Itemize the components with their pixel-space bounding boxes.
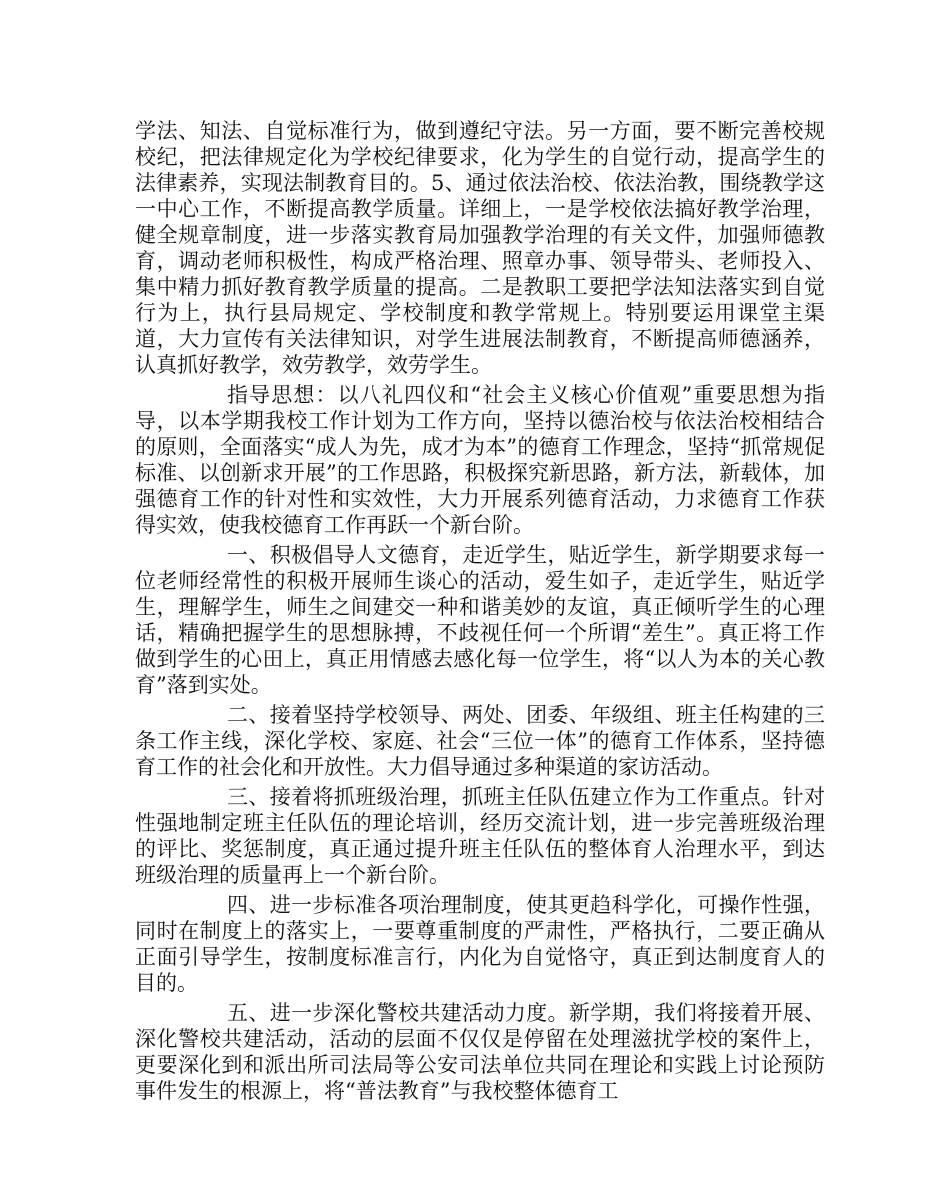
paragraph-item-1-humanistic-education: 一、积极倡导人文德育，走近学生，贴近学生，新学期要求每一位老师经常性的积极开展师生谈心的活动，爱生如子，走近学生，贴近学生，理解学生，师生之间建交一种和谐美妙的友谊，真正倾听学生的心理话，精确把握学生的思想脉搏，不歧视任何一个所谓“差生”。真正将工作做到学生的心田上，真正用情感去感化每一位学生，将“以人为本的关心教育”落到实处。 bbox=[135, 543, 825, 697]
paragraph-item-2-work-system: 二、接着坚持学校领导、两处、团委、年级组、班主任构建的三条工作主线，深化学校、家庭、社会“三位一体”的德育工作体系，坚持德育工作的社会化和开放性。大力倡导通过多种渠道的家访活动。 bbox=[135, 703, 825, 779]
paragraph-guiding-ideology: 指导思想：以八礼四仪和“社会主义核心价值观”重要思想为指导，以本学期我校工作计划为工作方向，坚持以德治校与依法治校相结合的原则，全面落实“成人为先，成才为本”的德育工作理念，坚持“抓常规促标准、以创新求开展”的工作思路，积极探究新思路，新方法，新载体，加强德育工作的针对性和实效性，大力开展系列德育活动，力求德育工作获得实效，使我校德育工作再跃一个新台阶。 bbox=[135, 383, 825, 537]
paragraph-legal-education: 学法、知法、自觉标准行为，做到遵纪守法。另一方面，要不断完善校规校纪，把法律规定化为学校纪律要求，化为学生的自觉行动，提高学生的法律素养，实现法制教育目的。5、通过依法治校、依法治教，围绕教学这一中心工作，不断提高教学质量。详细上，一是学校依法搞好教学治理，健全规章制度，进一步落实教育局加强教学治理的有关文件，加强师德教育，调动老师积极性，构成严格治理、照章办事、领导带头、老师投入、集中精力抓好教育教学质量的提高。二是教职工要把学法知法落实到自觉行为上，执行县局规定、学校制度和教学常规上。特别要运用课堂主渠道，大力宣传有关法律知识，对学生进展法制教育，不断提高师德涵养，认真抓好教学，效劳教学，效劳学生。 bbox=[135, 119, 825, 377]
paragraph-item-4-management-rules: 四、进一步标准各项治理制度，使其更趋科学化，可操作性强，同时在制度上的落实上，一要尊重制度的严肃性，严格执行，二要正确从正面引导学生，按制度标准言行，内化为自觉恪守，真正到达制度育人的目的。 bbox=[135, 893, 825, 995]
document-page bbox=[135, 118, 825, 1108]
paragraph-item-5-police-school: 五、进一步深化警校共建活动力度。新学期，我们将接着开展、深化警校共建活动，活动的层面不仅仅是停留在处理滋扰学校的案件上，更要深化到和派出所司法局等公安司法单位共同在理论和实践上讨论预防事件发生的根源上，将“普法教育”与我校整体德育工 bbox=[135, 1001, 825, 1103]
paragraph-item-3-class-management: 三、接着将抓班级治理，抓班主任队伍建立作为工作重点。针对性强地制定班主任队伍的理论培训，经历交流计划，进一步完善班级治理的评比、奖惩制度，真正通过提升班主任队伍的整体育人治理水平，到达班级治理的质量再上一个新台阶。 bbox=[135, 785, 825, 887]
